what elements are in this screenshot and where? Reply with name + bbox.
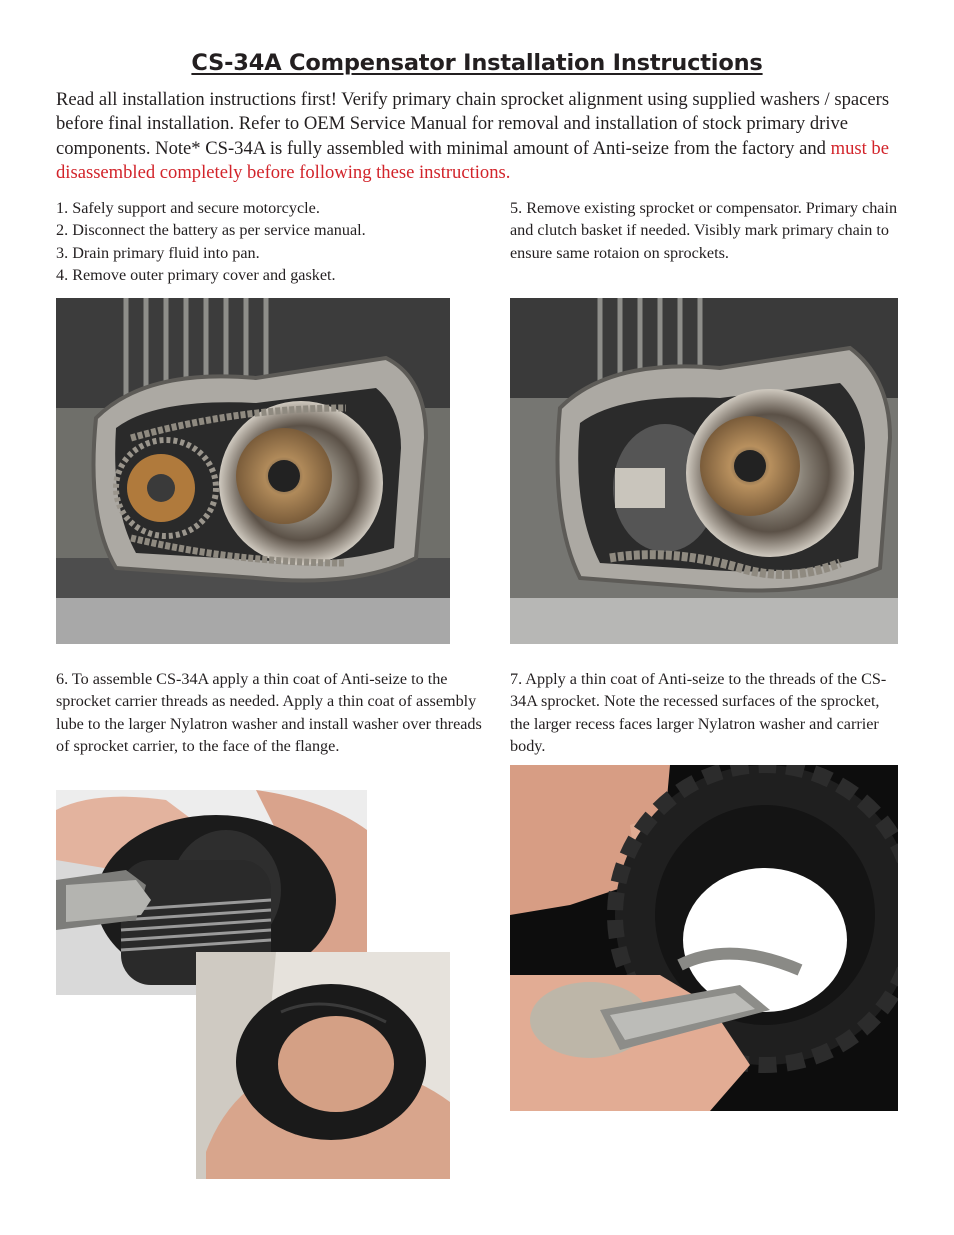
step-5: 5. Remove existing sprocket or compensator. Primary chain and clutch basket if needed. Visibly mark primary chain to ensure same rotaion on sprockets. [510,199,898,262]
intro-paragraph: Read all installation instructions first! Verify primary chain sprocket alignment using supplied washers / spacers before final installation. Refer to OEM Service Manual for removal and installation of stock primary drive components. Note* CS-34A is fully assembled with minimal amount of Anti-seize from the factory and must be disassembled completely before following these instructions. [56,89,890,184]
primary-drive-photo [56,298,450,644]
removed-sprocket-photo [510,298,898,644]
sprocket-anti-seize-photo [510,765,898,1111]
step-2: 2. Disconnect the battery as per service manual. [56,221,366,240]
step-6: 6. To assemble CS-34A apply a thin coat of Anti-seize to the sprocket carrier threads as needed. Apply a thin coat of assembly lube to the larger Nylatron washer and install washer over threads of sprocket carrier, to the face of the flange. [56,670,482,756]
step-7: 7. Apply a thin coat of Anti-seize to the threads of the CS-34A sprocket. Note the recessed surfaces of the sprocket, the larger recess faces larger Nylatron washer and carrier body. [510,670,887,756]
nylatron-washer-photo [196,952,450,1179]
step-1: 1. Safely support and secure motorcycle. [56,199,320,217]
step-4: 4. Remove outer primary cover and gasket. [56,266,336,285]
disassembly-warning: must be disassembled completely before following these instructions. [56,137,889,184]
page-title: CS-34A Compensator Installation Instructions [191,50,763,76]
steps-1-4 [56,197,496,287]
step-3: 3. Drain primary fluid into pan. [56,243,260,262]
